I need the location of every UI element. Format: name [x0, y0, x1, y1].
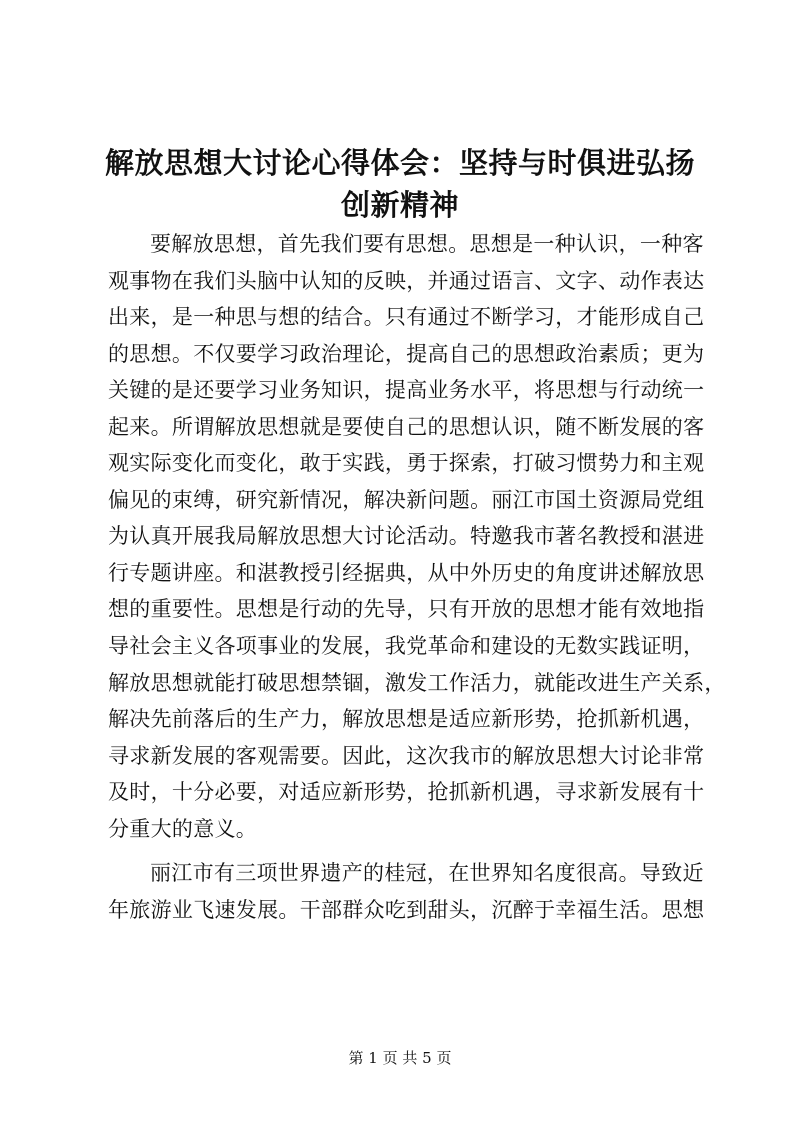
paragraph-line: 解放思想就能打破思想禁锢，激发工作活力，就能改进生产关系，: [108, 670, 726, 695]
paragraph-line: 导社会主义各项事业的发展，我党革命和建设的无数实践证明，: [108, 634, 705, 659]
paragraph-line: 解决先前落后的生产力，解放思想是适应新形势，抢抓新机遇，: [108, 707, 705, 732]
paragraph-line: 寻求新发展的客观需要。因此，这次我市的解放思想大讨论非常: [108, 743, 705, 768]
paragraph-line: 出来，是一种思与想的结合。只有通过不断学习，才能形成自己: [108, 305, 705, 330]
paragraph-line: 为认真开展我局解放思想大讨论活动。特邀我市著名教授和湛进: [108, 524, 705, 549]
paragraph-1: [108, 226, 726, 847]
document-body: [108, 226, 726, 928]
paragraph-line: 偏见的束缚，研究新情况，解决新问题。丽江市国土资源局党组: [108, 487, 705, 512]
paragraph-line: 观实际变化而变化，敢于实践，勇于探索，打破习惯势力和主观: [108, 451, 705, 476]
paragraph-line: 行专题讲座。和湛教授引经据典，从中外历史的角度讲述解放思: [108, 560, 705, 585]
paragraph-line: 要解放思想，首先我们要有思想。思想是一种认识，一种客: [150, 232, 704, 256]
title-line-1: 解放思想大讨论心得体会：坚持与时俱进弘扬: [104, 146, 695, 180]
paragraph-line: 年旅游业飞速发展。干部群众吃到甜头，沉醉于幸福生活。思想: [108, 897, 705, 922]
paragraph-line: 观事物在我们头脑中认知的反映，并通过语言、文字、动作表达: [108, 268, 705, 293]
paragraph-line: 分重大的意义。: [108, 816, 258, 841]
paragraph-2: [108, 855, 708, 928]
paragraph-line: 起来。所谓解放思想就是要使自己的思想认识，随不断发展的客: [108, 414, 705, 439]
paragraph-line: 关键的是还要学习业务知识，提高业务水平，将思想与行动统一: [108, 378, 705, 403]
paragraph-line: 丽江市有三项世界遗产的桂冠，在世界知名度很高。导致近: [150, 861, 704, 886]
document-title: [100, 142, 700, 226]
page-number-footer: 第 1 页 共 5 页: [348, 1049, 452, 1067]
paragraph-line: 及时，十分必要，对适应新形势，抢抓新机遇，寻求新发展有十: [108, 780, 705, 805]
paragraph-line: 的思想。不仅要学习政治理论，提高自己的思想政治素质；更为: [108, 341, 705, 366]
paragraph-spacer: [108, 847, 708, 855]
title-line-2: 创新精神: [340, 188, 459, 222]
paragraph-line: 想的重要性。思想是行动的先导，只有开放的思想才能有效地指: [108, 597, 705, 622]
